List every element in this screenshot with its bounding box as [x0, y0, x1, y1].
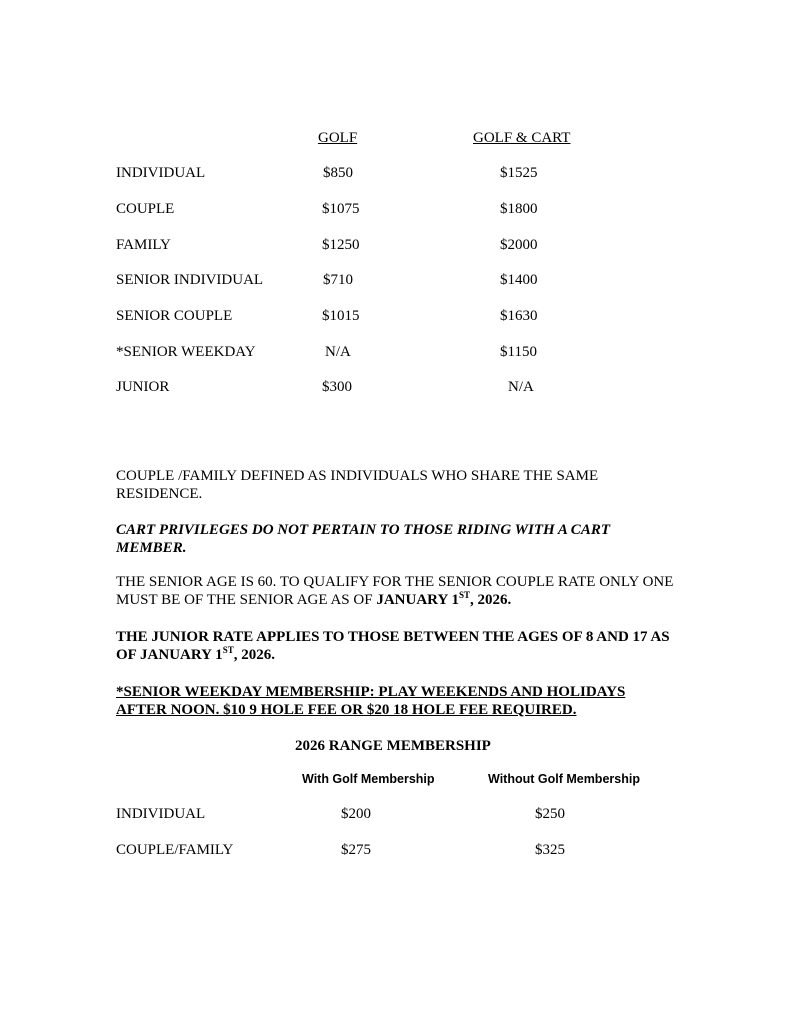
golf-column-header: GOLF — [318, 130, 358, 146]
junior-rate-text: THE JUNIOR RATE APPLIES TO THOSE BETWEEN THE AGES OF 8 AND 17 AS OF JANUARY 1 — [116, 629, 670, 663]
senior-weekday-note: *SENIOR WEEKDAY MEMBERSHIP: PLAY WEEKENDS AND HOLIDAYS AFTER NOON. $10 9 HOLE FEE OR $20 18 HOLE FEE REQUIRED. — [116, 684, 626, 718]
junior-rate-year: , 2026. — [233, 647, 275, 663]
senior-age-sup: ST — [459, 590, 471, 600]
golf-cart-column-header: GOLF & CART — [473, 130, 571, 146]
without-golf-membership-header: Without Golf Membership — [488, 772, 640, 786]
rate-row-golf-cart: N/A — [508, 379, 534, 395]
senior-age-date: JANUARY 1 — [376, 592, 459, 608]
rate-row-golf-cart: $2000 — [500, 237, 538, 253]
range-row-with: $200 — [341, 806, 371, 822]
senior-age-text: THE SENIOR AGE IS 60. TO QUALIFY FOR THE SENIOR COUPLE RATE ONLY ONE MUST BE OF THE SENIOR AGE AS OF — [116, 574, 674, 608]
cart-privileges-note: CART PRIVILEGES DO NOT PERTAIN TO THOSE RIDING WITH A CART MEMBER. — [116, 522, 610, 556]
rate-row-label: FAMILY — [116, 237, 171, 253]
with-golf-membership-header: With Golf Membership — [302, 772, 435, 786]
rate-row-golf-cart: $1800 — [500, 201, 538, 217]
rate-row-golf-cart: $1400 — [500, 272, 538, 288]
range-membership-title: 2026 RANGE MEMBERSHIP — [295, 738, 491, 754]
range-row-label: INDIVIDUAL — [116, 806, 206, 822]
rate-row-golf: $1015 — [322, 308, 360, 324]
range-row-without: $325 — [535, 842, 565, 858]
range-row-with: $275 — [341, 842, 371, 858]
rate-row-golf: $300 — [322, 379, 352, 395]
junior-rate-note — [116, 628, 676, 664]
senior-age-year: , 2026. — [470, 592, 512, 608]
junior-rate-sup: ST — [222, 645, 234, 655]
rate-row-label: SENIOR INDIVIDUAL — [116, 272, 264, 288]
senior-age-note — [116, 573, 676, 609]
rate-row-golf: $850 — [323, 165, 353, 181]
rate-row-label: INDIVIDUAL — [116, 165, 206, 181]
rate-row-golf-cart: $1150 — [500, 344, 537, 360]
range-row-without: $250 — [535, 806, 565, 822]
couple-family-note: COUPLE /FAMILY DEFINED AS INDIVIDUALS WHO SHARE THE SAME RESIDENCE. — [116, 468, 599, 502]
rate-row-label: JUNIOR — [116, 379, 170, 395]
rate-row-label: SENIOR COUPLE — [116, 308, 233, 324]
range-row-label: COUPLE/FAMILY — [116, 842, 234, 858]
rate-row-golf: $710 — [323, 272, 353, 288]
rate-row-label: *SENIOR WEEKDAY — [116, 344, 256, 360]
rate-row-label: COUPLE — [116, 201, 175, 217]
rate-row-golf-cart: $1525 — [500, 165, 538, 181]
rate-row-golf-cart: $1630 — [500, 308, 538, 324]
rate-row-golf: $1250 — [322, 237, 360, 253]
rate-row-golf: N/A — [325, 344, 351, 360]
rate-row-golf: $1075 — [322, 201, 360, 217]
